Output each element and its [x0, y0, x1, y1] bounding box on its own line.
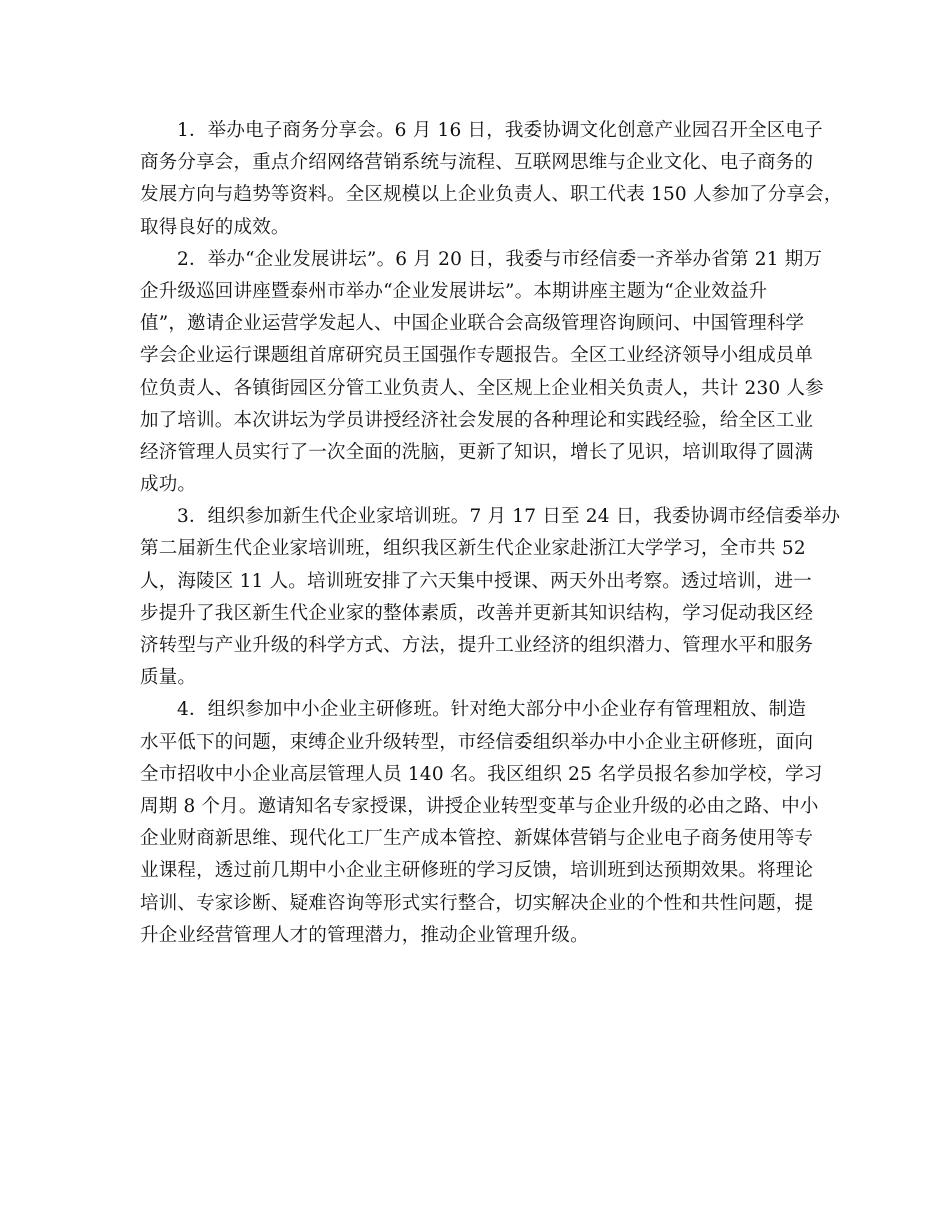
paragraph-line: 值”，邀请企业运营学发起人、中国企业联合会高级管理咨询顾问、中国管理科学 [140, 313, 805, 335]
paragraph-3 [140, 501, 841, 694]
paragraph-line: 位负责人、各镇街园区分管工业负责人、全区规上企业相关负责人，共计 230 人参 [140, 377, 824, 399]
paragraph-line: 企业财商新思维、现代化工厂生产成本管控、新媒体营销与企业电子商务使用等专 [140, 828, 814, 850]
paragraph-1 [140, 115, 843, 244]
paragraph-2 [140, 244, 824, 502]
paragraph-line: 2．举办“企业发展讲坛”。6 月 20 日，我委与市经信委一齐举办省第 21 期万 [177, 248, 823, 270]
paragraph-line: 第二届新生代企业家培训班，组织我区新生代企业家赴浙江大学学习，全市共 52 [140, 538, 806, 560]
paragraph-line: 人，海陵区 11 人。培训班安排了六天集中授课、两天外出考察。透过培训，进一 [140, 570, 812, 592]
paragraph-line: 周期 8 个月。邀请知名专家授课，讲授企业转型变革与企业升级的必由之路、中小 [140, 795, 819, 817]
document-body [140, 115, 843, 952]
paragraph-line: 3．组织参加新生代企业家培训班。7 月 17 日至 24 日，我委协调市经信委举办 [177, 506, 841, 528]
paragraph-line: 步提升了我区新生代企业家的整体素质，改善并更新其知识结构，学习促动我区经 [140, 602, 814, 624]
paragraph-line: 成功。 [140, 474, 197, 496]
paragraph-line: 全市招收中小企业高层管理人员 140 名。我区组织 25 名学员报名参加学校，学习 [140, 763, 823, 785]
paragraph-line: 培训、专家诊断、疑难咨询等形式实行整合，切实解决企业的个性和共性问题，提 [140, 892, 814, 914]
paragraph-line: 质量。 [140, 667, 197, 689]
paragraph-line: 1．举办电子商务分享会。6 月 16 日，我委协调文化创意产业园召开全区电子 [177, 120, 823, 141]
paragraph-line: 商务分享会，重点介绍网络营销系统与流程、互联网思维与企业文化、电子商务的 [140, 152, 814, 174]
paragraph-line: 4．组织参加中小企业主研修班。针对绝大部分中小企业存有管理粗放、制造 [177, 699, 807, 721]
paragraph-line: 企升级巡回讲座暨泰州市举办“企业发展讲坛”。本期讲座主题为“企业效益升 [140, 280, 768, 302]
paragraph-line: 升企业经营管理人才的管理潜力，推动企业管理升级。 [140, 924, 589, 946]
paragraph-line: 取得良好的成效。 [140, 216, 290, 238]
paragraph-line: 加了培训。本次讲坛为学员讲授经济社会发展的各种理论和实践经验，给全区工业 [140, 409, 814, 431]
paragraph-line: 学会企业运行课题组首席研究员王国强作专题报告。全区工业经济领导小组成员单 [140, 345, 814, 367]
paragraph-line: 发展方向与趋势等资料。全区规模以上企业负责人、职工代表 150 人参加了分享会， [140, 184, 843, 206]
paragraph-line: 济转型与产业升级的科学方式、方法，提升工业经济的组织潜力、管理水平和服务 [140, 635, 814, 656]
paragraph-4 [140, 694, 823, 952]
paragraph-line: 经济管理人员实行了一次全面的洗脑，更新了知识，增长了见识，培训取得了圆满 [140, 441, 814, 463]
paragraph-line: 水平低下的问题，束缚企业升级转型，市经信委组织举办中小企业主研修班，面向 [140, 731, 814, 753]
paragraph-line: 业课程，透过前几期中小企业主研修班的学习反馈，培训班到达预期效果。将理论 [140, 860, 814, 882]
